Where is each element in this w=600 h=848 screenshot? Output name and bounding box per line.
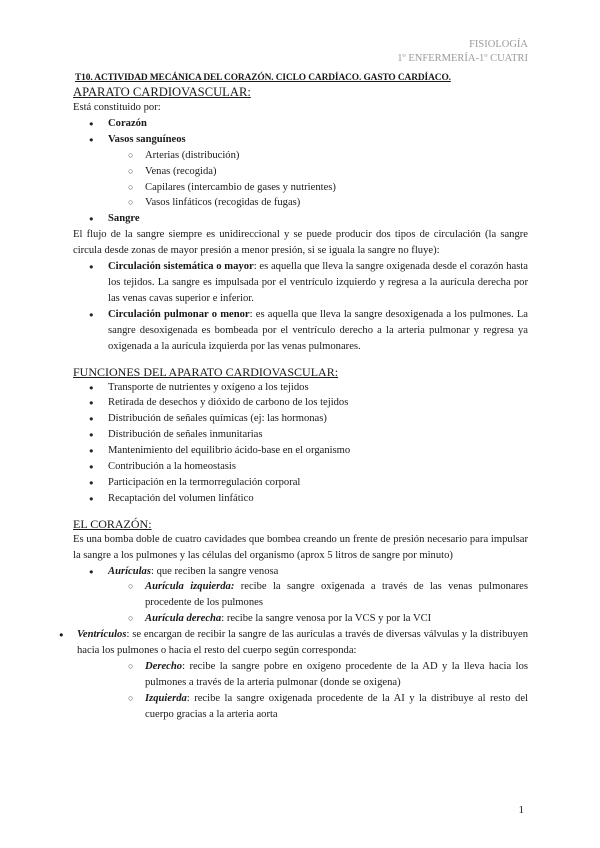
item-term: Circulación pulmonar o menor: [108, 308, 250, 320]
list-item: ● Mantenimiento del equilibrio ácido-base en el organismo: [73, 443, 528, 459]
list-item: [73, 691, 528, 723]
document-title: T10. ACTIVIDAD MECÁNICA DEL CORAZÓN. CICLO CARDÍACO. GASTO CARDÍACO.: [75, 73, 451, 83]
circulation-list: [73, 259, 528, 354]
list-item: [73, 659, 528, 691]
section-heading-corazon: EL CORAZÓN:: [73, 516, 152, 531]
functions-list: [73, 380, 528, 507]
list-item: ○ Arterias (distribución): [73, 148, 528, 164]
section-heading-funciones: FUNCIONES DEL APARATO CARDIOVASCULAR:: [73, 364, 339, 379]
item-text: : que reciben la sangre venosa: [150, 565, 279, 577]
auricula-sublist: [73, 579, 528, 627]
header-course: 1º ENFERMERÍA-1º CUATRI: [397, 53, 528, 64]
document-body: [73, 72, 528, 723]
item-term: Izquierda: [145, 692, 187, 704]
item-text: : es aquella que lleva la sangre oxigenada desde el corazón hasta los tejidos. La sangre es impulsada por el ventrículo izquierdo y regresa a la aurícula derecha por las venas cavas superior e inferior.: [108, 261, 528, 304]
item-text: : recibe la sangre venosa por la VCS y por la VCI: [221, 613, 432, 625]
list-item: [73, 307, 528, 355]
list-item: [73, 211, 528, 227]
list-item: [73, 579, 528, 611]
item-term: Aurícula izquierda:: [145, 581, 235, 593]
page-number: 1: [518, 804, 524, 816]
list-item: ● Transporte de nutrientes y oxígeno a los tejidos: [73, 380, 528, 396]
item-term: Circulación sistemática o mayor: [108, 261, 254, 273]
corazon-intro: Es una bomba doble de cuatro cavidades que bombea creando un frente de presión necesario para impulsar la sangre a los pulmones y las células del organismo (aprox 5 litros de sangre por minuto): [73, 533, 528, 561]
list-item: [73, 564, 528, 580]
list-item: ● Participación en la termorregulación corporal: [73, 475, 528, 491]
list-item: [73, 611, 528, 627]
item-text: : recibe la sangre oxigenada procedente de la AI y la distribuye al resto del cuerpo gracias a la arteria aorta: [145, 692, 528, 720]
item-term: Aurícula derecha: [145, 613, 222, 625]
item-term: Ventrículos: [77, 629, 127, 641]
components-list-cont: [73, 211, 528, 227]
ventriculos-list: [73, 627, 528, 659]
item-text: : se encargan de recibir la sangre de las aurículas a través de diversas válvulas y la distribuyen hacia los pulmones o hacia el resto del cuerpo según corresponda:: [77, 629, 528, 657]
components-list: [73, 116, 528, 148]
vessels-list: [73, 148, 528, 212]
item-term: Aurículas: [108, 565, 151, 577]
list-item: ○ Capilares (intercambio de gases y nutrientes): [73, 180, 528, 196]
item-text: : es aquella que lleva la sangre desoxigenada a los pulmones. La sangre desoxigenada es bombeada por el ventrículo derecho a la arteria pulmonar y regresa ya oxigenada a la aurícula izquierda por las venas pulmonares.: [108, 308, 529, 352]
flow-paragraph: El flujo de la sangre siempre es unidireccional y se puede producir dos tipos de circulación (la sangre circula desde zonas de mayor presión a menor presión, si se iguala la sangre no fluye):: [73, 229, 528, 257]
list-item: ● Distribución de señales químicas (ej: las hormonas): [73, 411, 528, 427]
item-text: recibe la sangre oxigenada a través de las venas pulmonares procedente de los pulmones: [145, 581, 529, 609]
list-item: ● Recaptación del volumen linfático: [73, 491, 528, 507]
item-text: : recibe la sangre pobre en oxígeno procedente de la AD y la lleva hacia los pulmones a través de la arteria pulmonar (donde se oxigena): [145, 661, 528, 688]
page-header: [397, 38, 528, 66]
item-term: Corazón: [108, 117, 147, 129]
item-term: Vasos sanguíneos: [108, 133, 186, 145]
item-term: Sangre: [108, 213, 140, 225]
list-item: ● Distribución de señales inmunitarias: [73, 427, 528, 443]
header-subject: FISIOLOGÍA: [469, 39, 528, 50]
section-intro: Está constituido por:: [73, 102, 161, 113]
auriculas-list: [73, 564, 528, 580]
list-item: [69, 627, 528, 659]
section-heading-aparato: APARATO CARDIOVASCULAR:: [73, 85, 251, 99]
list-item: ○ Venas (recogida): [73, 164, 528, 180]
list-item: ○ Vasos linfáticos (recogidas de fugas): [73, 195, 528, 211]
list-item: [73, 116, 528, 132]
list-item: ● Retirada de desechos y dióxido de carbono de los tejidos: [73, 395, 528, 411]
ventriculo-sublist: [73, 659, 528, 723]
list-item: [73, 132, 528, 148]
list-item: [73, 259, 528, 307]
list-item: ● Contribución a la homeostasis: [73, 459, 528, 475]
item-term: Derecho: [145, 661, 183, 672]
